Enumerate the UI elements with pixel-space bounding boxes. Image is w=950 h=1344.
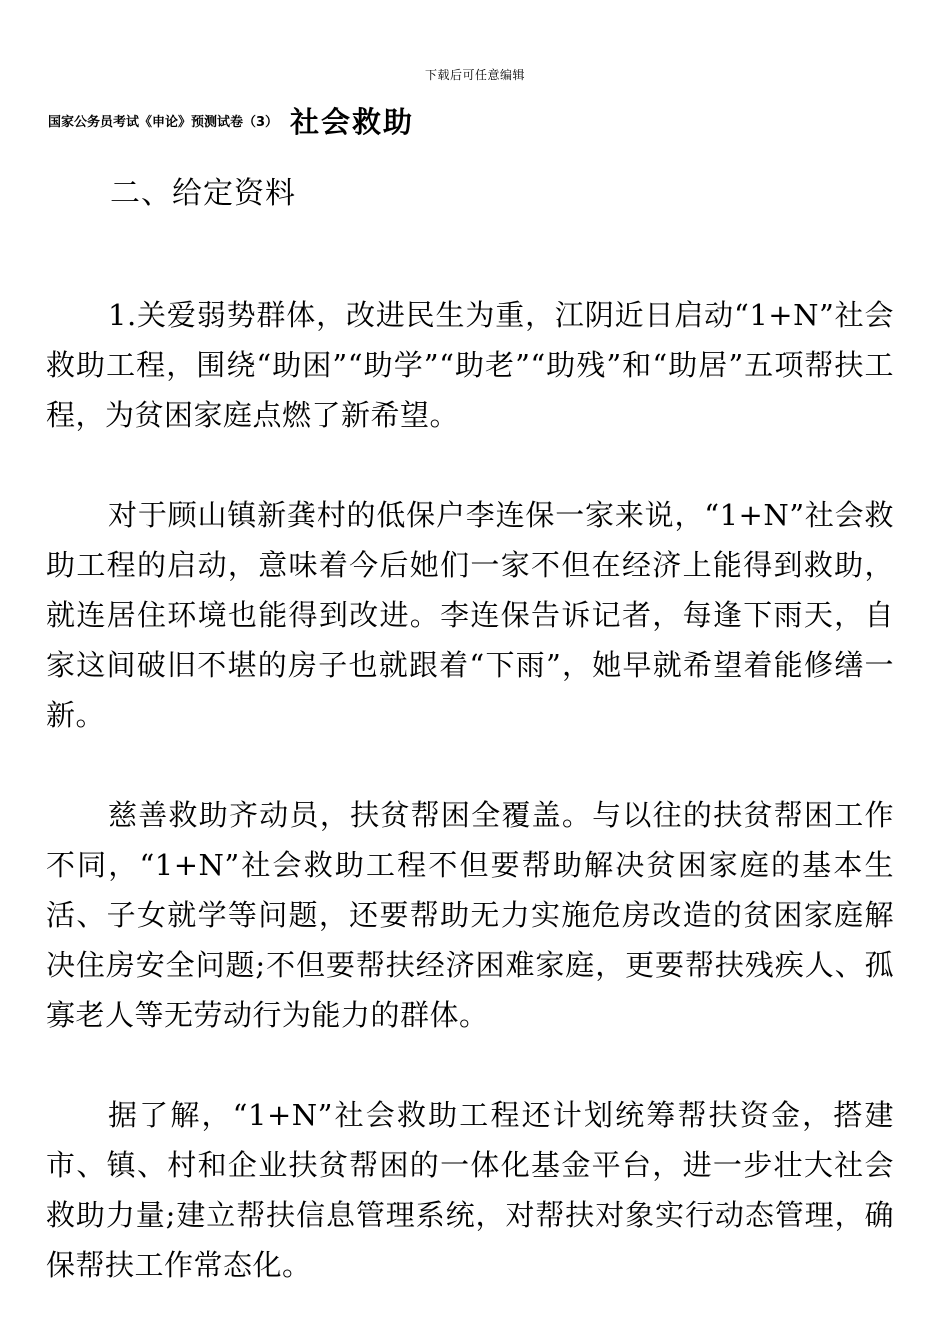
body-paragraph: 慈善救助齐动员，扶贫帮困全覆盖。与以往的扶贫帮困工作不同，“1+N”社会救助工程不但要帮助解决贫困家庭的基本生活、子女就学等问题，还要帮助无力实施危房改造的贫困家庭解决住房安全问题;不但要帮扶经济困难家庭，更要帮扶残疾人、孤寡老人等无劳动行为能力的群体。 bbox=[46, 798, 894, 1032]
section-heading: 二、给定资料 bbox=[110, 176, 296, 211]
body-paragraph: 据了解，“1+N”社会救助工程还计划统筹帮扶资金，搭建市、镇、村和企业扶贫帮困的一体化基金平台，进一步壮大社会救助力量;建立帮扶信息管理系统，对帮扶对象实行动态管理，确保帮扶工作常态化。 bbox=[46, 1098, 894, 1282]
title-prefix: 国家公务员考试《申论》预测试卷（3） bbox=[48, 115, 279, 130]
body-paragraph: 对于顾山镇新龚村的低保户李连保一家来说，“1+N”社会救助工程的启动，意味着今后她们一家不但在经济上能得到救助，就连居住环境也能得到改进。李连保告诉记者，每逢下雨天，自家这间破旧不堪的房子也就跟着“下雨”，她早就希望着能修缮一新。 bbox=[46, 498, 894, 732]
title-main: 社会救助 bbox=[290, 105, 415, 139]
document-title bbox=[48, 100, 414, 141]
header-note: 下载后可任意编辑 bbox=[424, 68, 525, 82]
body-paragraph: 1.关爱弱势群体，改进民生为重，江阴近日启动“1+N”社会救助工程，围绕“助困”“助学”“助老”“助残”和“助居”五项帮扶工程，为贫困家庭点燃了新希望。 bbox=[46, 298, 894, 432]
